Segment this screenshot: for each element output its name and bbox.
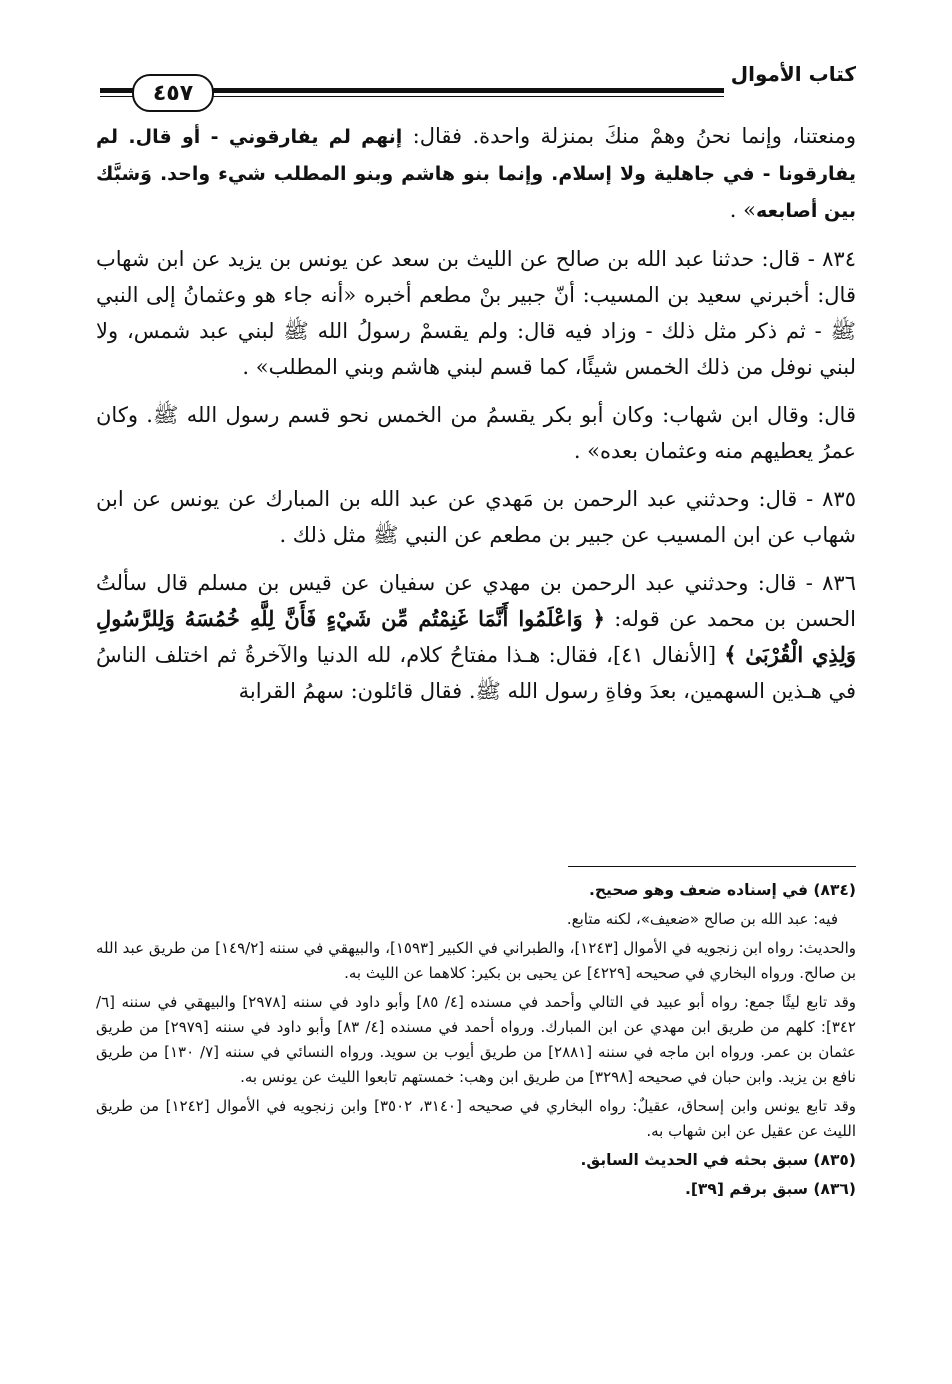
header-rule-left-thin	[100, 96, 134, 97]
paragraph-836	[96, 565, 856, 709]
footnote-835: (٨٣٥) سبق بحثه في الحديث السابق.	[580, 1151, 856, 1169]
footnote-834-line: وقد تابع يونس وابن إسحاق، عقيلٌ: رواه البخاري في صحيحه [٣١٤٠، ٣٥٠٢] وابن زنجويه في الأموال [١٢٤٢] من طريق الليث عن عقيل عن ابن شهاب به.	[96, 1097, 856, 1140]
paragraph-continuation	[96, 118, 856, 229]
header-rule-left	[100, 88, 134, 93]
text-run: ٨٣٦ - قال: وحدثني عبد الرحمن بن مهدي عن سفيان عن قيس بن مسلم قال سألتُ الحسن بن محمد عن قوله:	[96, 571, 856, 631]
text-run: [الأنفال ٤١]، فقال: هـذا مفتاحُ كلام، لله الدنيا والآخرةُ ثم اختلف الناسُ في هـذين السهمين، بعدَ وفاةِ رسول الله ﷺ. فقال قائلون: سهمُ القرابة	[96, 643, 856, 703]
footnote-834-line: وقد تابع ليثًا جمع: رواه أبو عبيد في التالي وأحمد في مسنده [٤/ ٨٥] وأبو داود في سننه [٢٩٧٨] والبيهقي في سننه [٦/ ٣٤٢]: كلهم من طريق ابن مهدي عن ابن المبارك. ورواه أحمد في مسنده [٤/ ٨٣] وأبو داود في سننه [٢٩٧٩] من طريق عثمان بن عمر. ورواه ابن ماجه في سننه [٢٨٨١] من طريق أيوب بن سويد. ورواه النسائي في سننه [٧/ ١٣٠] من طريق نافع بن يزيد. وابن حبان في صحيحه [٣٢٩٨] من طريق ابن وهب: خمستهم تابعوا الليث عن يونس به.	[96, 993, 857, 1086]
page-number: ٤٥٧	[152, 80, 194, 106]
header-rule-thin	[208, 96, 724, 97]
footnote-834-heading: (٨٣٤) في إسناده ضعف وهو صحيح.	[588, 881, 856, 899]
footnotes	[96, 878, 856, 1206]
page-number-badge	[132, 74, 214, 112]
paragraph-834: ٨٣٤ - قال: حدثنا عبد الله بن صالح عن الليث بن سعد عن يونس بن يزيد عن ابن شهاب قال: أخبرني سعيد بن المسيب: أنّ جبير بنْ مطعم أخبره «أنه جاء هو وعثمانُ إلى النبي ﷺ - ثم ذكر مثل ذلك - وزاد فيه قال: ولم يقسمْ رسولُ الله ﷺ لبني عبد شمس، ولا لبني نوفل من ذلك الخمس شيئًا، كما قسم لبني هاشم وبني المطلب» .	[96, 247, 856, 379]
paragraph-834-addendum: قال: وقال ابن شهاب: وكان أبو بكر يقسمُ من الخمس نحو قسم رسول الله ﷺ. وكان عمرُ يعطيهم منه وعثمان بعده» .	[96, 403, 856, 463]
quran-verse: ﴿ وَاعْلَمُوا أَنَّمَا غَنِمْتُم مِّن شَيْءٍ فَأَنَّ لِلَّهِ خُمُسَهُ وَلِلرَّسُولِ وَلِذِي الْقُرْبَىٰ ﴾	[96, 606, 856, 667]
footnote-836: (٨٣٦) سبق برقم [٣٩].	[684, 1180, 856, 1198]
header-rule	[208, 88, 724, 93]
bold-quote: إنهم لم يفارقوني - أو قال. لم يفارقونا - في جاهلية ولا إسلام. وإنما بنو هاشم وبنو المطلب شيء واحد. وَشبَّك بين أصابعه	[96, 126, 856, 222]
footnote-834-line: فيه: عبد الله بن صالح «ضعيف»، لكنه متابع.	[566, 910, 838, 928]
text-run: ومنعتنا، وإنما نحنُ وهمْ منكَ بمنزلة واحدة. فقال:	[402, 124, 856, 148]
footnote-834-line: والحديث: رواه ابن زنجويه في الأموال [١٢٤٣]، والطبراني في الكبير [١٥٩٣]، والبيهقي في سننه [١٤٩/٢] من طريق عبد الله بن صالح. ورواه البخاري في صحيحه [٤٢٢٩] عن يحيى بن بكير: كلاهما عن الليث به.	[96, 939, 856, 982]
book-title: كتاب الأموال	[730, 62, 856, 86]
text-run: » .	[729, 198, 756, 222]
main-text	[96, 118, 856, 721]
footnote-separator	[568, 866, 856, 867]
paragraph-835: ٨٣٥ - قال: وحدثني عبد الرحمن بن مَهدي عن عبد الله بن المبارك عن يونس عن ابن شهاب عن ابن المسيب عن جبير بن مطعم عن النبي ﷺ مثل ذلك .	[96, 487, 856, 547]
